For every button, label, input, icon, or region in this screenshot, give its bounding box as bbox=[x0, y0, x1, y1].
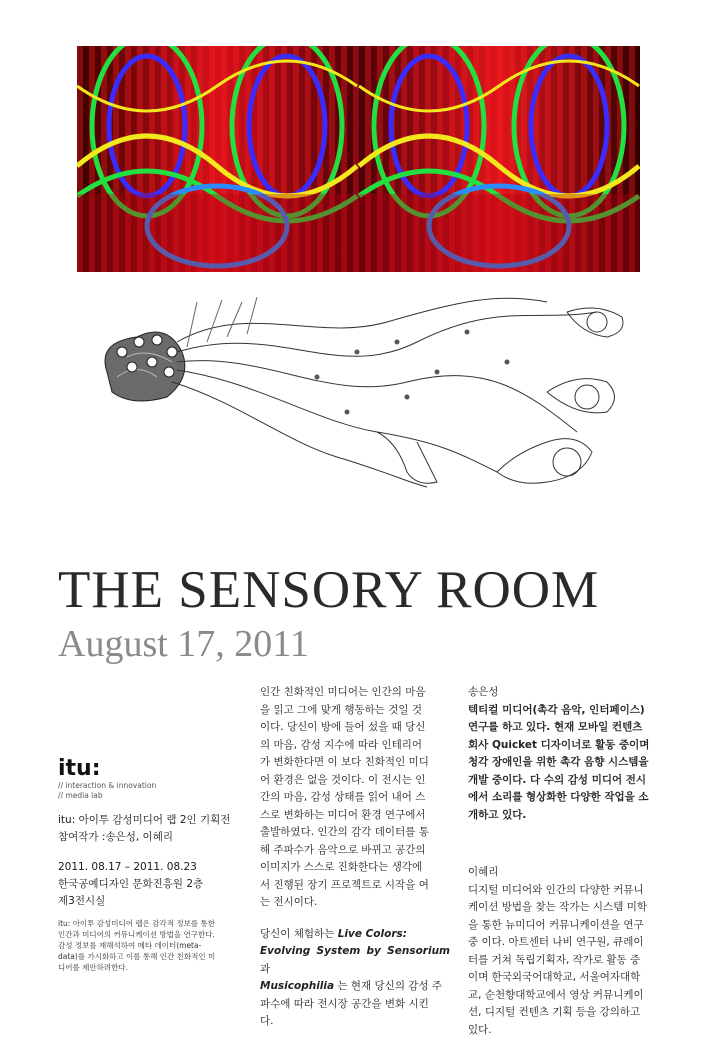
exhibition-period: 2011. 08.17 – 2011. 08.23 bbox=[58, 859, 246, 876]
exhibition-artists: 참여작가 :송은성, 이혜리 bbox=[58, 829, 246, 846]
poster-date: August 17, 2011 bbox=[58, 622, 309, 666]
exhibition-info bbox=[58, 812, 246, 973]
artist-2-name: 이혜리 bbox=[468, 864, 668, 882]
banner-image bbox=[77, 46, 640, 272]
exhibition-statement bbox=[260, 684, 450, 1031]
lab-description: itu: 아이투 감성미디어 랩은 감각적 정보를 통한 인간과 미디어의 커뮤니케이션 방법을 연구한다. 감성 정보를 재해석하여 메타 데이터(meta- data)를 가시화하고 이를 통해 인간 친화적인 미 디어를 제안하려한다. bbox=[58, 918, 246, 973]
sensory-illustration bbox=[77, 282, 647, 512]
abstract-pattern-graphic bbox=[77, 46, 640, 272]
artist-2-bio: 디지털 미디어와 인간의 다양한 커뮤니 케이션 방법을 찾는 작가는 시스템 미학 을 통한 뉴미디어 커뮤니케이션을 연구 중 이다. 아트센터 나비 연구원, 큐레이 터를 거쳐 독립기획자, 작가로 활동 중 이며 한국외국어대학교, 서울여자대학 교, 순천향대학교에서 영상 커뮤니케이 션, 디지털 컨텐츠 기획 등을 강의하고 있다. bbox=[468, 882, 668, 1039]
artist-1-name: 송은성 bbox=[468, 684, 668, 702]
statement-paragraph-2: 당신이 체험하는 Live Colors: Evolving System by Sensorium 과 Musicophilia 는 현재 당신의 감성 주 파수에 따라 전시장 공간을 변화 시킨 다. bbox=[260, 926, 450, 1031]
statement-paragraph-1: 인간 친화적인 미디어는 인간의 마음 을 읽고 그에 맞게 행동하는 것일 것 이다. 당신이 방에 들어 섰을 때 당신 의 마음, 감성 지수에 따라 인테리어 가 변화한다면 이 보다 친화적인 미디 어 환경은 없을 것이다. 이 전시는 인 간의 마음, 감성 상태를 읽어 내어 스 스로 변화하는 미디어 환경 연구에서 출발하였다. 인간의 감각 데이터를 통 해 주파수가 음악으로 바뀌고 공간의 이미지가 스스로 진화한다는 생각에 서 진행된 장기 프로젝트로 시작을 여 는 전시이다. bbox=[260, 684, 450, 912]
poster-title: THE SENSORY ROOM bbox=[58, 560, 698, 620]
lab-logo: itu: bbox=[58, 756, 101, 781]
artist-bios bbox=[468, 684, 668, 1039]
exhibition-venue: 한국공예디자인 문화진흥원 2층 bbox=[58, 876, 246, 893]
exhibition-room: 제3전시실 bbox=[58, 893, 246, 910]
exhibition-heading: itu: 아이투 감성미디어 랩 2인 기획전 bbox=[58, 812, 246, 829]
artist-1-bio: 텍티컬 미디어(촉각 음악, 인터페이스) 연구를 하고 있다. 현재 모바일 컨텐츠 회사 Quicket 디자이너로 활동 중이며 청각 장애인을 위한 촉각 음향 시스템을 개발 중이다. 다 수의 감성 미디어 전시 에서 소리를 형상화한 다양한 작업을 소 개하고 있다. bbox=[468, 702, 668, 825]
lab-tagline-2: // media lab bbox=[58, 791, 103, 801]
lab-tagline-1: // interaction & innovation bbox=[58, 781, 156, 791]
brain-drawing-icon bbox=[77, 282, 647, 512]
